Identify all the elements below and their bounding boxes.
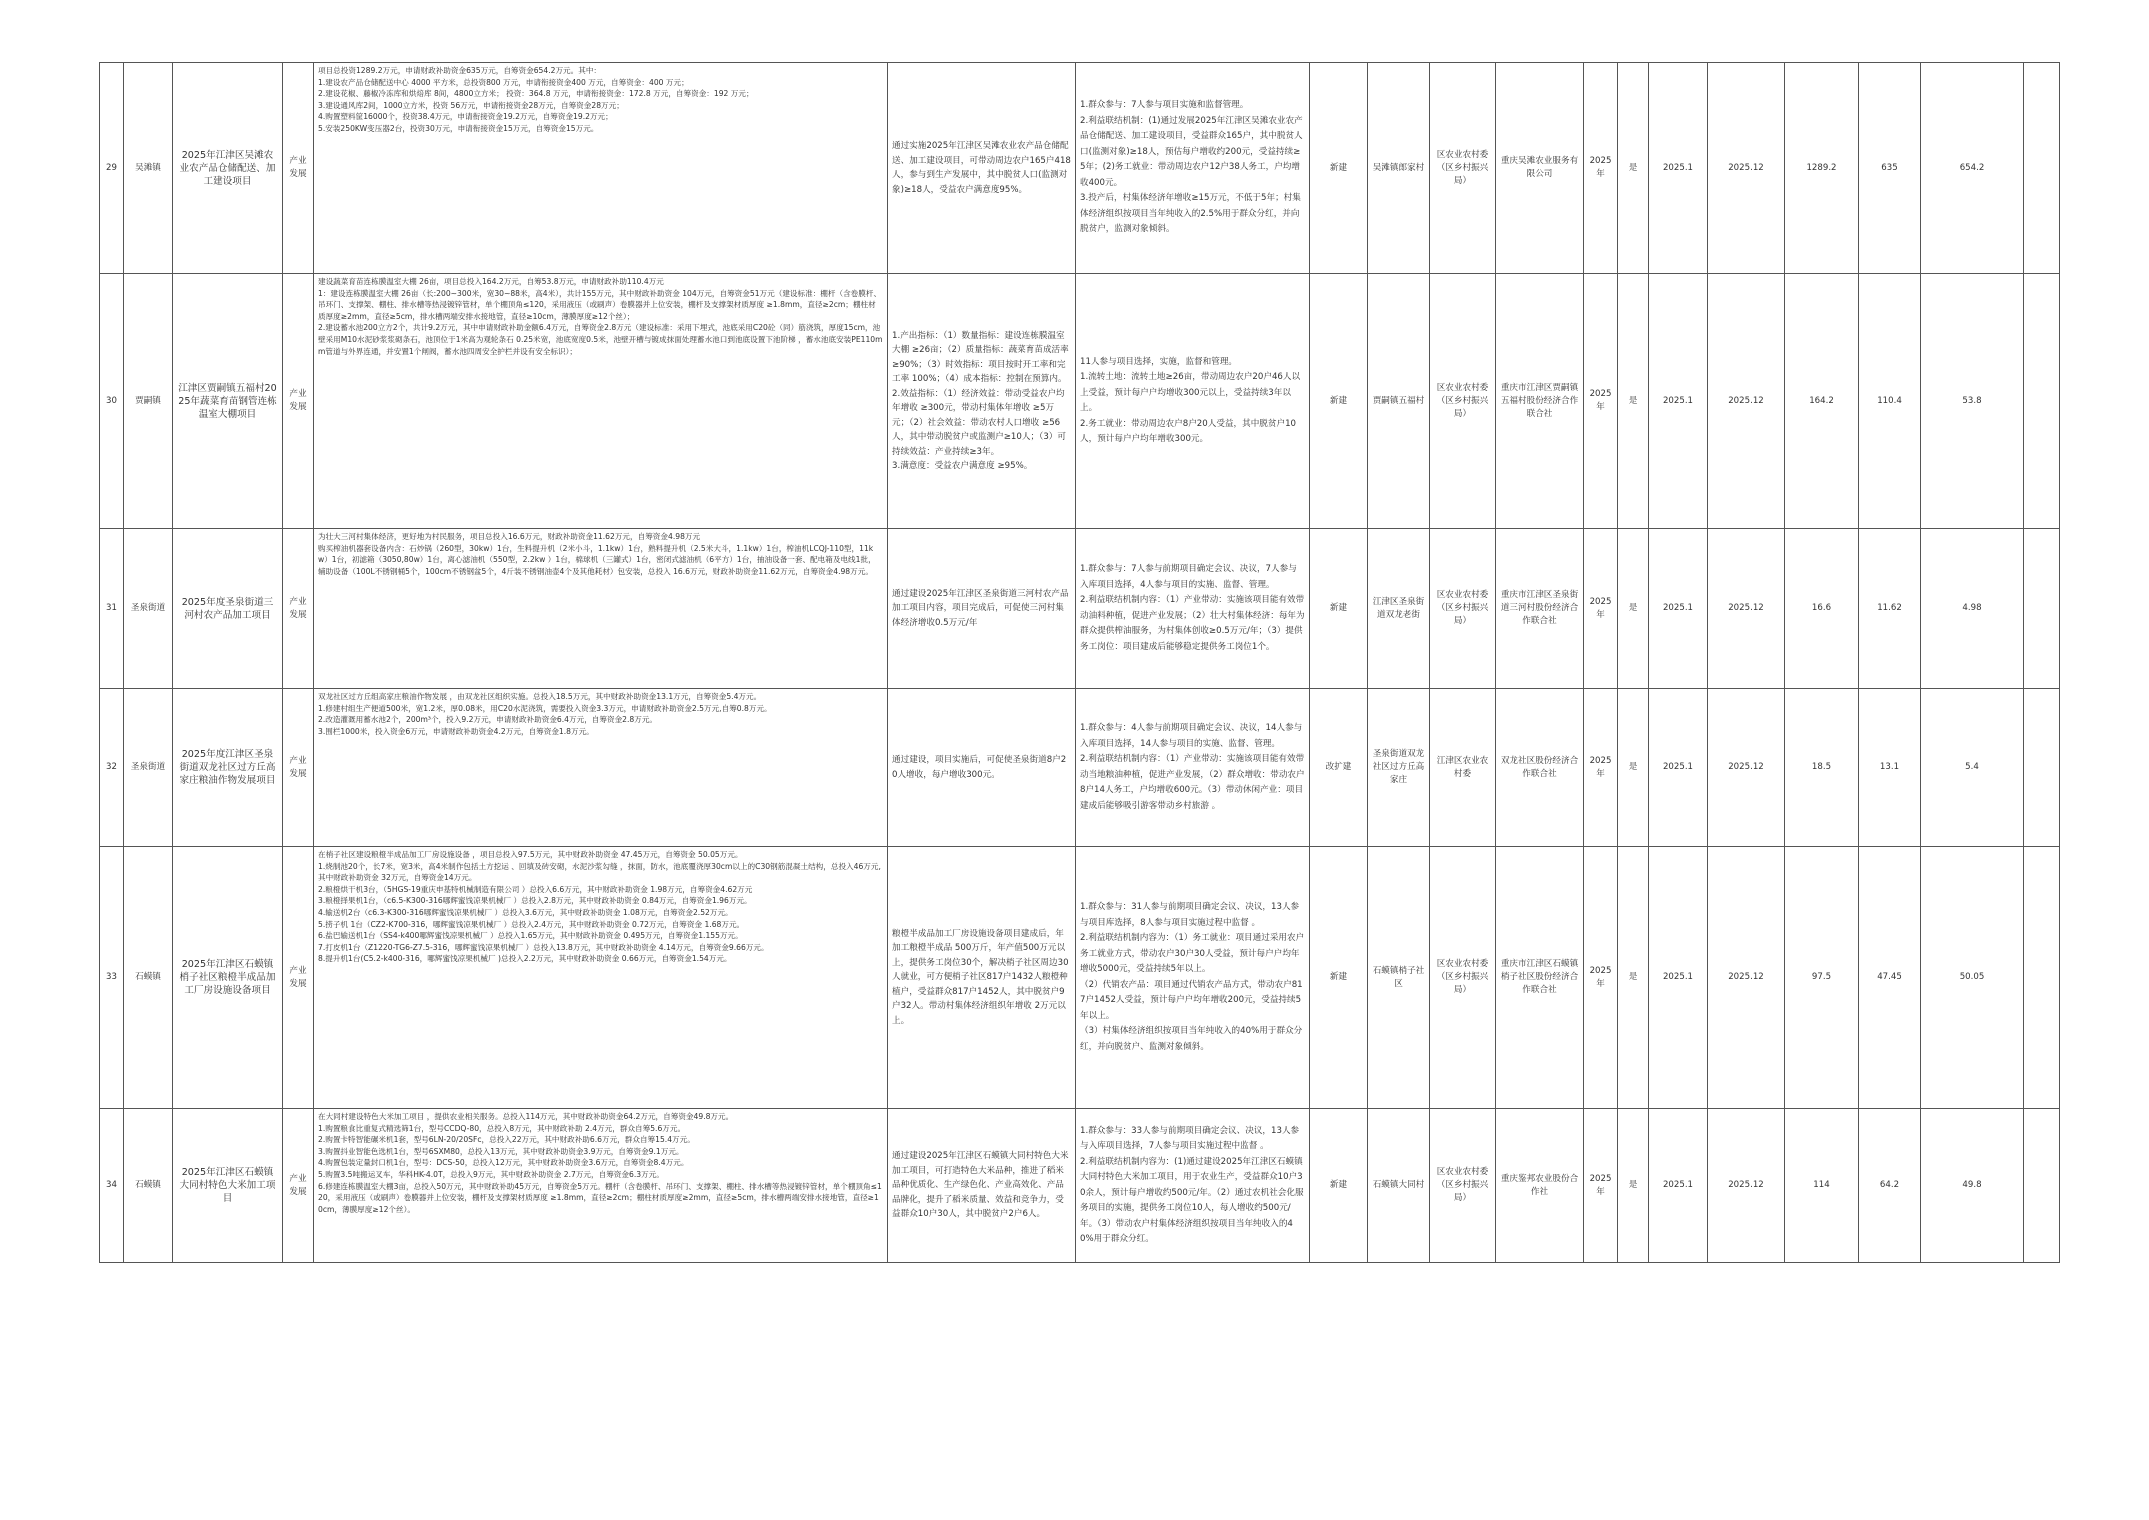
total-investment-cell: 18.5: [1785, 689, 1859, 847]
row-number: 29: [100, 63, 124, 274]
row-number: 31: [100, 529, 124, 689]
fiscal-fund-cell: 47.45: [1859, 847, 1921, 1109]
total-investment-cell: 114: [1785, 1109, 1859, 1263]
end-date-cell: 2025.12: [1708, 847, 1785, 1109]
benefit-mechanism-cell: 1.群众参与：33人参与前期项目确定会议、决议，13人参与入库项目选择，7人参与项目实施过程中监督 。 2.利益联结机制内容为：(1)通过建设2025年江津区石蟆镇大同村特色大米加工项目，用于农业生产，受益群众10户30余人，预计每户增收约500元/年。（2）通过农机社会化服务项目的实施，提供务工岗位10人，每人增收约500元/年。（3）带动农户村集体经济组织按项目当年纯收入的40%用于群众分红。: [1076, 1109, 1310, 1263]
table-row: [100, 529, 2060, 689]
location-cell: 石蟆镇梢子社区: [1368, 847, 1430, 1109]
fiscal-fund-cell: 13.1: [1859, 689, 1921, 847]
total-investment-cell: 1289.2: [1785, 63, 1859, 274]
end-date-cell: 2025.12: [1708, 1109, 1785, 1263]
project-table: [99, 62, 2060, 1263]
remark-cell: [2024, 63, 2060, 274]
table-row: [100, 689, 2060, 847]
town-cell: 石蟆镇: [124, 847, 173, 1109]
total-investment-cell: 164.2: [1785, 274, 1859, 529]
department-cell: 区农业农村委（区乡村振兴局）: [1430, 1109, 1496, 1263]
town-cell: 贾嗣镇: [124, 274, 173, 529]
start-date-cell: 2025.1: [1649, 1109, 1708, 1263]
flag-cell: 是: [1618, 689, 1649, 847]
performance-goal-cell: 通过实施2025年江津区吴滩农业农产品仓储配送、加工建设项目，可带动周边农户165户418人，参与到生产发展中，其中脱贫人口(监测对象)≥18人，受益农户满意度95%。: [888, 63, 1076, 274]
construction-content-cell: 在梢子社区建设粮橙半成品加工厂房设施设备 ，项目总投入97.5万元，其中财政补助资金 47.45万元，自筹资金 50.05万元。 1.烧制池20个，长7米，宽3米，高4米制作包括土方挖运 、回填及砖安砌，水泥沙浆勾缝 ，抹面，防水，池底覆浇厚30cm以上的C30钢筋混凝土结构，总投入46万元,其中财政补助资金 32万元，自筹资金14万元。 2.粮橙烘干机3台，（5HGS-19重庆申基特机械制造有限公司 ）总投入6.6万元，其中财政补助资金 1.98万元，自筹资金4.62万元 3.粮橙择果机1台，（c6.5-K300-316哪辉蜜饯凉果机械厂 ）总投入2.8万元，其中财政补助资金 0.84万元，自筹资金1.96万元。 4.输送机2台（c6.3-K300-316哪辉蜜饯凉果机械厂 ）总投入3.6万元，其中财政补助资金 1.08万元，自筹资金2.52万元。 5.捞子机 1台（CZ2-K700-316，哪辉蜜饯凉果机械厂 ）总投入2.4万元，其中财政补助资金 0.72万元，自筹资金 1.68万元。 6.盐巴输送机1台（SS4-k400哪辉蜜饯凉果机械厂 ）总投入1.65万元，其中财政补助资金 0.495万元，自筹资金1.155万元。 7.打皮机1台（Z1220-TG6-Z7.5-316，哪辉蜜饯凉果机械厂 ）总投入13.8万元，其中财政补助资金 4.14万元，自筹资金9.66万元。 8.提升机1台(C5.2-k400-316，哪辉蜜饯凉果机械厂 )总投入2.2万元，其中财政补助资金 0.66万元，自筹资金1.54万元。: [314, 847, 888, 1109]
implementing-unit-cell: 双龙社区股份经济合作联合社: [1496, 689, 1584, 847]
fiscal-fund-cell: 635: [1859, 63, 1921, 274]
self-raised-fund-cell: 654.2: [1921, 63, 2024, 274]
location-cell: 贾嗣镇五福村: [1368, 274, 1430, 529]
plan-year-cell: 2025年: [1584, 689, 1618, 847]
project-type-cell: 产业发展: [283, 689, 314, 847]
flag-cell: 是: [1618, 847, 1649, 1109]
implementing-unit-cell: 重庆吴滩农业服务有限公司: [1496, 63, 1584, 274]
location-cell: 石蟆镇大同村: [1368, 1109, 1430, 1263]
flag-cell: 是: [1618, 274, 1649, 529]
fiscal-fund-cell: 110.4: [1859, 274, 1921, 529]
construction-content-cell: 双龙社区过方丘组高家庄粮油作物发展 ，由双龙社区组织实施。总投入18.5万元，其中财政补助资金13.1万元，自筹资金5.4万元。 1.修建村组生产便道500米，宽1.2米，厚0.08米，用C20水泥浇筑，需要投入资金3.3万元，申请财政补助资金2.5万元,自筹0.8万元。 2.改造灌溉用蓄水池2个，200m³个，投入9.2万元，申请财政补助资金6.4万元，自筹资金2.8万元。 3.围栏1000米，投入资金6万元，申请财政补助资金4.2万元，自筹资金1.8万元。: [314, 689, 888, 847]
fiscal-fund-cell: 64.2: [1859, 1109, 1921, 1263]
total-investment-cell: 16.6: [1785, 529, 1859, 689]
row-number: 32: [100, 689, 124, 847]
table-row: [100, 1109, 2060, 1263]
self-raised-fund-cell: 50.05: [1921, 847, 2024, 1109]
construction-nature-cell: 新建: [1310, 63, 1368, 274]
plan-year-cell: 2025年: [1584, 1109, 1618, 1263]
performance-goal-cell: 粮橙半成品加工厂房设施设备项目建成后，年加工粮橙半成品 500万斤，年产值500万元以上，提供务工岗位30个，解决梢子社区周边30人就业，可方便梢子社区817户1432人粮橙种植户，受益群众817户1452人，其中脱贫户9户32人。带动村集体经济组织年增收 2万元以上。: [888, 847, 1076, 1109]
end-date-cell: 2025.12: [1708, 689, 1785, 847]
implementing-unit-cell: 重庆市江津区圣泉街道三河村股份经济合作联合社: [1496, 529, 1584, 689]
project-type-cell: 产业发展: [283, 847, 314, 1109]
implementing-unit-cell: 重庆鉴邦农业股份合作社: [1496, 1109, 1584, 1263]
project-name-cell: 江津区贾嗣镇五福村2025年蔬菜育苗钢管连栋温室大棚项目: [173, 274, 283, 529]
benefit-mechanism-cell: 11人参与项目选择，实施，监督和管理。 1.流转土地：流转土地≥26亩，带动周边农户20户46人以上受益，预计每户户均增收300元以上，受益持续3年以上。 2.务工就业：带动周边农户8户20人受益，其中脱贫户10人，预计每户户均年增收300元。: [1076, 274, 1310, 529]
town-cell: 石蟆镇: [124, 1109, 173, 1263]
row-number: 34: [100, 1109, 124, 1263]
construction-content-cell: 项目总投资1289.2万元，申请财政补助资金635万元，自筹资金654.2万元。其中： 1.建设农产品仓储配送中心 4000 平方米，总投资800 万元，申请衔接资金400 万元，自筹资金：400 万元； 2.建设花椒、藤椒冷冻库和烘焙库 8间，4800立方米； 投资：364.8 万元，申请衔接资金：172.8 万元，自筹资金：192 万元； 3.建设通风库2间，1000立方米，投资 56万元，申请衔接资金28万元，自筹资金28万元； 4.购置塑料筐16000个，投资38.4万元，申请衔接资金19.2万元，自筹资金19.2万元； 5.安装250KW变压器2台，投资30万元，申请衔接资金15万元，自筹资金15万元。: [314, 63, 888, 274]
table-row: [100, 63, 2060, 274]
self-raised-fund-cell: 5.4: [1921, 689, 2024, 847]
plan-year-cell: 2025年: [1584, 63, 1618, 274]
remark-cell: [2024, 274, 2060, 529]
project-name-cell: 2025年江津区吴滩农业农产品仓储配送、加工建设项目: [173, 63, 283, 274]
benefit-mechanism-cell: 1.群众参与：31人参与前期项目确定会议、决议，13人参与项目库选择，8人参与项目实施过程中监督 。 2.利益联结机制内容为：（1）务工就业：项目通过采用农户务工就业方式，带动农户30户30人受益，预计每户户均年增收5000元，受益持续5年以上。 （2）代销农产品：项目通过代销农产品方式，带动农户817户1452人受益，预计每户户均年增收200元，受益持续5年以上。 （3）村集体经济组织按项目当年纯收入的40%用于群众分红，并向脱贫户、监测对象倾斜。: [1076, 847, 1310, 1109]
location-cell: 江津区圣泉街道双龙老街: [1368, 529, 1430, 689]
remark-cell: [2024, 847, 2060, 1109]
row-number: 30: [100, 274, 124, 529]
department-cell: 区农业农村委（区乡村振兴局）: [1430, 529, 1496, 689]
town-cell: 吴滩镇: [124, 63, 173, 274]
end-date-cell: 2025.12: [1708, 274, 1785, 529]
project-type-cell: 产业发展: [283, 63, 314, 274]
remark-cell: [2024, 689, 2060, 847]
start-date-cell: 2025.1: [1649, 847, 1708, 1109]
row-number: 33: [100, 847, 124, 1109]
project-name-cell: 2025年江津区石蟆镇大同村特色大米加工项目: [173, 1109, 283, 1263]
remark-cell: [2024, 529, 2060, 689]
remark-cell: [2024, 1109, 2060, 1263]
department-cell: 区农业农村委（区乡村振兴局）: [1430, 274, 1496, 529]
town-cell: 圣泉街道: [124, 529, 173, 689]
project-table-sheet: [99, 62, 2059, 1263]
town-cell: 圣泉街道: [124, 689, 173, 847]
table-row: [100, 274, 2060, 529]
construction-nature-cell: 新建: [1310, 274, 1368, 529]
construction-content-cell: 在大同村建设特色大米加工项目 ，提供农业相关服务。总投入114万元，其中财政补助资金64.2万元，自筹资金49.8万元。 1.购置粮食比重复式精选筛1台，型号CCDQ-80，总投入8万元，其中财政补助 2.4万元，群众自筹5.6万元。 2.购置卡特智能碾米机1套，型号6LN-20/20SFc，总投入22万元，其中财政补助6.6万元，群众自筹15.4万元。 3.购置抖业智能色选机1台，型号6SXM80，总投入13万元，其中财政补助资金3.9万元，自筹资金9.1万元。 4.购置包装定量封口机1台，型号：DCS-50，总投入12万元，其中财政补助资金3.6万元，自筹资金8.4万元。 5.购置3.5吨搬运叉车，华科HK-4.0T，总投入9万元，其中财政补助资金 2.7万元，自筹资金6.3万元。 6.修建连栋膜温室大棚3亩，总投入50万元，其中财政补助45万元，自筹资金5万元。棚杆（含卷膜杆、吊环门、支撑架、棚柱、排水槽等热浸镀锌管材，单个棚顶角≤120，采用液压（或刷声）卷膜器并上位安装，棚杆及支撑架材质厚度 ≥1.8mm，直径≥2cm；棚柱材质厚度≥2mm，直径≥5cm，排水槽两端安排水接地管，直径≥10cm，薄膜厚度≥12个丝）。: [314, 1109, 888, 1263]
implementing-unit-cell: 重庆市江津区贾嗣镇五福村股份经济合作联合社: [1496, 274, 1584, 529]
start-date-cell: 2025.1: [1649, 529, 1708, 689]
construction-nature-cell: 新建: [1310, 529, 1368, 689]
self-raised-fund-cell: 4.98: [1921, 529, 2024, 689]
project-type-cell: 产业发展: [283, 1109, 314, 1263]
performance-goal-cell: 通过建设2025年江津区石蟆镇大同村特色大米加工项目，可打造特色大米品种，推进了稻米品种优质化、生产绿色化、产业高效化、产品品牌化，提升了稻米质量、效益和竞争力，受益群众10户30人，其中脱贫户2户6人。: [888, 1109, 1076, 1263]
fiscal-fund-cell: 11.62: [1859, 529, 1921, 689]
plan-year-cell: 2025年: [1584, 529, 1618, 689]
start-date-cell: 2025.1: [1649, 689, 1708, 847]
construction-content-cell: 为壮大三河村集体经济，更好地为村民服务，项目总投入16.6万元，财政补助资金11.62万元，自筹资金4.98万元 购买榨油机器套设备内含：石炒锅（260型，30kw）1台，生料提升机（2米小斗，1.1kw）1台，熟料提升机（2.5米大斗，1.1kw）1台，榨油机LCQJ-110型，11kw）1台，初滤箱（3050,80w）1台，离心滤油机（550型，2.2kw ）1台，棉球机（三罐式）1台，密闭式滤油机（6平方）1台，抽油设备一套、配电箱及电线1批，辅助设备（100L不锈钢桶5个，100cm不锈钢盆5个，4斤装不锈钢油壶4个及其他耗材）包安装，总投入 16.6万元，财政补助资金11.62万元，自筹资金4.98万元。: [314, 529, 888, 689]
flag-cell: 是: [1618, 1109, 1649, 1263]
table-row: [100, 847, 2060, 1109]
project-name-cell: 2025年度圣泉街道三河村农产品加工项目: [173, 529, 283, 689]
construction-nature-cell: 新建: [1310, 847, 1368, 1109]
end-date-cell: 2025.12: [1708, 529, 1785, 689]
plan-year-cell: 2025年: [1584, 847, 1618, 1109]
implementing-unit-cell: 重庆市江津区石蟆镇梢子社区股份经济合作联合社: [1496, 847, 1584, 1109]
location-cell: 吴滩镇郎家村: [1368, 63, 1430, 274]
project-type-cell: 产业发展: [283, 529, 314, 689]
project-name-cell: 2025年江津区石蟆镇梢子社区粮橙半成品加工厂房设施设备项目: [173, 847, 283, 1109]
project-type-cell: 产业发展: [283, 274, 314, 529]
flag-cell: 是: [1618, 63, 1649, 274]
self-raised-fund-cell: 53.8: [1921, 274, 2024, 529]
construction-nature-cell: 新建: [1310, 1109, 1368, 1263]
benefit-mechanism-cell: 1.群众参与：7人参与前期项目确定会议、决议，7人参与入库项目选择，4人参与项目的实施、监督、管理。 2.利益联结机制内容：（1）产业带动：实施该项目能有效带动油料种植，促进产业发展；（2）壮大村集体经济：每年为群众提供榨油服务，为村集体创收≥0.5万元/年；（3）提供务工岗位：项目建成后能够稳定提供务工岗位1个。: [1076, 529, 1310, 689]
end-date-cell: 2025.12: [1708, 63, 1785, 274]
performance-goal-cell: 1.产出指标：（1）数量指标：建设连栋膜温室大棚 ≥26亩；（2）质量指标：蔬菜育苗成活率≥90%；（3）时效指标：项目按时开工率和完工率 100%；（4）成本指标：控制在预算内。 2.效益指标：（1）经济效益：带动受益农户均年增收 ≥300元，带动村集体年增收 ≥5万元；（2）社会效益：带动农村人口增收 ≥56人，其中带动脱贫户或监测户≥10人；（3）可持续效益：产业持续≥3年。 3.满意度：受益农户满意度 ≥95%。: [888, 274, 1076, 529]
performance-goal-cell: 通过建设2025年江津区圣泉街道三河村农产品加工项目内容，项目完成后，可促使三河村集体经济增收0.5万元/年: [888, 529, 1076, 689]
start-date-cell: 2025.1: [1649, 63, 1708, 274]
department-cell: 江津区农业农村委: [1430, 689, 1496, 847]
start-date-cell: 2025.1: [1649, 274, 1708, 529]
project-rows: [100, 63, 2060, 1263]
project-name-cell: 2025年度江津区圣泉街道双龙社区过方丘高家庄粮油作物发展项目: [173, 689, 283, 847]
self-raised-fund-cell: 49.8: [1921, 1109, 2024, 1263]
location-cell: 圣泉街道双龙社区过方丘高家庄: [1368, 689, 1430, 847]
department-cell: 区农业农村委（区乡村振兴局）: [1430, 63, 1496, 274]
benefit-mechanism-cell: 1.群众参与：4人参与前期项目确定会议、决议，14人参与入库项目选择，14人参与项目的实施、监督、管理。 2.利益联结机制内容：（1）产业带动：实施该项目能有效带动当地粮油种植，促进产业发展，（2）群众增收：带动农户8户14人务工，户均增收600元。（3）带动休闲产业：项目建成后能够吸引游客带动乡村旅游 。: [1076, 689, 1310, 847]
construction-content-cell: 建设蔬菜育苗连栋膜温室大棚 26亩，项目总投入164.2万元，自筹53.8万元，申请财政补助110.4万元 1：建设连栋膜温室大棚 26亩（长:200~300米，宽30~88米，高4米），共计155万元，其中财政补助资金 104万元，自筹资金51万元（建设标准：棚杆（含卷膜杆、吊环门、支撑架、棚柱、排水槽等热浸镀锌管材，单个棚顶角≤120，采用液压（或刷声）卷膜器并上位安装，棚杆及支撑架材质厚度 ≥1.8mm，直径≥2cm；棚柱材质厚度≥2mm，直径≥5cm，排水槽两端安排水接地管，直径≥10cm，薄膜厚度≥12个丝）； 2.建设蓄水池200立方2个，共计9.2万元，其中申请财政补助金额6.4万元，自筹资金2.8万元（建设标准：采用下埋式，池底采用C20砼（同）筋浇筑，厚度15cm，池壁采用M10水泥砂浆浆砌条石，池顶位于1米高为观轮条石 0.25米宽，池底宽度0.5米，池壁开槽与镀成抹面处理蓄水池口到池底设置下池阶梯 ，蓄水池底安装PE110mm管道与外界连通，并安置1个闸阀，蓄水池四周安全护栏并设有安全标识）；: [314, 274, 888, 529]
total-investment-cell: 97.5: [1785, 847, 1859, 1109]
flag-cell: 是: [1618, 529, 1649, 689]
benefit-mechanism-cell: 1.群众参与：7人参与项目实施和监督管理。 2.利益联结机制：(1)通过发展2025年江津区吴滩农业农产品仓储配送、加工建设项目，受益群众165户，其中脱贫人口(监测对象)≥18人，预估每户增收约200元，受益持续≥5年；(2)务工就业：带动周边农户12户38人务工，户均增收400元。 3.投产后，村集体经济年增收≥15万元，不低于5年；村集体经济组织按项目当年纯收入的2.5%用于群众分红，并向脱贫户，监测对象倾斜。: [1076, 63, 1310, 274]
department-cell: 区农业农村委（区乡村振兴局）: [1430, 847, 1496, 1109]
plan-year-cell: 2025年: [1584, 274, 1618, 529]
performance-goal-cell: 通过建设，项目实施后，可促使圣泉街道8户20人增收，每户增收300元。: [888, 689, 1076, 847]
construction-nature-cell: 改扩建: [1310, 689, 1368, 847]
